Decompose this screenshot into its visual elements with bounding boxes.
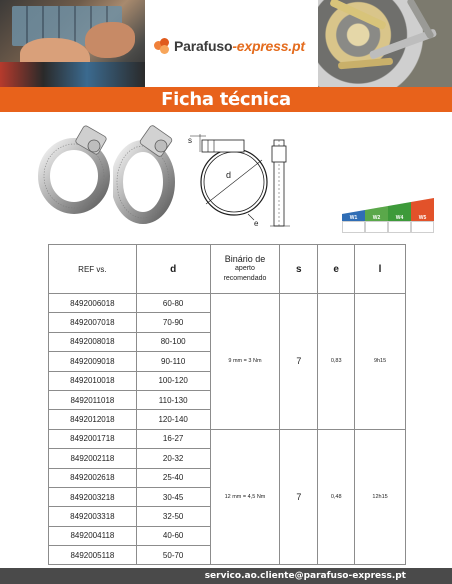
table-row [49,429,406,448]
s-cell: 7 [280,294,318,430]
l-cell: 12h15 [355,429,406,565]
ref-cell: 8492001718 [49,429,137,448]
logo-icon [154,38,170,54]
logo-domain: -express.pt [232,38,305,54]
diameter-cell: 32-50 [136,507,210,526]
torque-ramp-graphic [342,196,434,214]
ref-cell: 8492003218 [49,487,137,506]
ref-cell: 8492010018 [49,371,137,390]
diameter-cell: 60-80 [136,294,210,313]
e-cell: 0,83 [318,294,355,430]
header-l: l [355,245,406,294]
logo-text [174,38,305,54]
ref-cell: 8492009018 [49,352,137,371]
level-desc-cell [342,221,365,233]
header-binario [210,245,280,294]
ref-cell: 8492012018 [49,410,137,429]
diameter-cell: 120-140 [136,410,210,429]
page-title: Ficha técnica [161,89,291,110]
diameter-cell: 80-100 [136,332,210,351]
ref-cell: 8492008018 [49,332,137,351]
table-row [49,294,406,313]
ref-cell: 8492003318 [49,507,137,526]
ref-cell: 8492002118 [49,449,137,468]
dimension-d-label: d [226,170,232,180]
screws-photo [318,0,452,87]
torque-class-legend [342,196,434,238]
header [0,0,452,87]
diameter-cell: 25-40 [136,468,210,487]
header-ref: REF vs. [49,245,137,294]
s-cell: 7 [280,429,318,565]
hose-clamp-small-image [38,124,116,216]
diameter-cell: 90-110 [136,352,210,371]
torque-level-descriptions [342,221,434,233]
level-desc-cell [411,221,434,233]
torque-cell: 12 mm = 4,5 Nm [210,429,280,565]
header-binario-main: Binário de [224,254,266,264]
e-cell: 0,48 [318,429,355,565]
header-binario-sub1: aperto [235,265,255,272]
workshop-photo [0,0,145,87]
ref-cell: 8492006018 [49,294,137,313]
brand-logo[interactable] [154,36,305,56]
spec-table [48,244,406,565]
ref-cell: 8492005118 [49,546,137,565]
diameter-cell: 100-120 [136,371,210,390]
logo-name: Parafuso [174,38,233,54]
level-w2: W2 [365,214,388,221]
diameter-cell: 40-60 [136,526,210,545]
level-desc-cell [365,221,388,233]
ref-cell: 8492011018 [49,390,137,409]
diameter-cell: 16-27 [136,429,210,448]
header-s: s [280,245,318,294]
table-header-row [49,245,406,294]
customer-service-email-link[interactable]: servico.ao.cliente@parafuso-express.pt [204,571,406,581]
diameter-cell: 20-32 [136,449,210,468]
level-w5: W5 [411,214,434,221]
hose-clamp-large-image [113,124,185,224]
l-cell: 9h15 [355,294,406,430]
ref-cell: 8492004118 [49,526,137,545]
header-e: e [318,245,355,294]
footer-bar [0,568,452,584]
level-w1: W1 [342,214,365,221]
torque-cell: 9 mm = 3 Nm [210,294,280,430]
diameter-cell: 110-130 [136,390,210,409]
torque-levels [342,214,434,221]
diameter-cell: 30-45 [136,487,210,506]
level-desc-cell [388,221,411,233]
dimension-s-label: s [188,136,192,145]
diameter-cell: 50-70 [136,546,210,565]
dimension-e-label: e [254,219,259,228]
diameter-cell: 70-90 [136,313,210,332]
title-banner [0,87,452,112]
technical-drawing [186,126,294,234]
level-w4: W4 [388,214,411,221]
ref-cell: 8492007018 [49,313,137,332]
header-d: d [136,245,210,294]
header-binario-sub2: recomendado [223,275,267,282]
ref-cell: 8492002618 [49,468,137,487]
